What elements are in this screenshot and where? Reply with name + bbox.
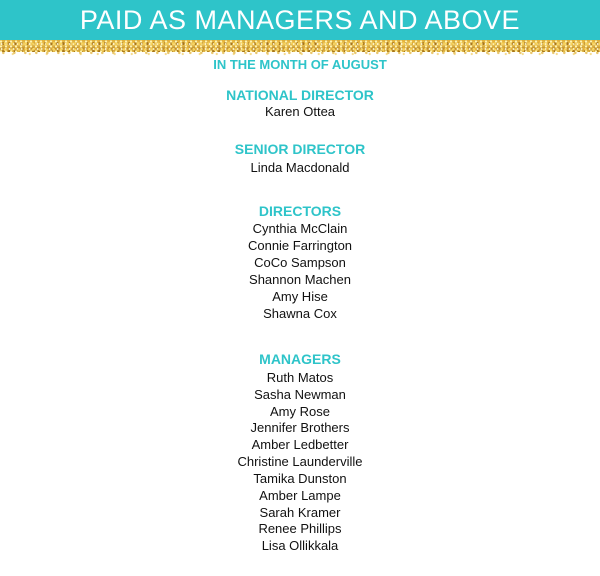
section-heading-national-director: NATIONAL DIRECTOR	[226, 87, 374, 103]
title-banner	[0, 0, 600, 40]
list-item: Sasha Newman	[254, 387, 346, 402]
list-item: Shannon Machen	[249, 272, 351, 287]
section-heading-senior-director: SENIOR DIRECTOR	[234, 141, 366, 157]
list-item: Karen Ottea	[264, 104, 336, 119]
list-item: Jennifer Brothers	[250, 420, 350, 435]
list-item: Amy Hise	[272, 289, 328, 304]
list-item: Amber Lampe	[259, 488, 341, 503]
list-item: Connie Farrington	[247, 238, 353, 253]
gold-glitter-border	[0, 40, 600, 52]
page-title: PAID AS MANAGERS AND ABOVE	[79, 4, 521, 35]
list-item: Amy Rose	[270, 404, 330, 419]
list-item: Linda Macdonald	[250, 160, 350, 175]
list-item: Sarah Kramer	[259, 505, 341, 520]
list-item: Amber Ledbetter	[251, 437, 349, 452]
list-item: Lisa Ollikkala	[261, 538, 339, 553]
list-item: Tamika Dunston	[253, 471, 347, 486]
list-item: Shawna Cox	[263, 306, 337, 321]
section-heading-managers: MANAGERS	[259, 351, 341, 367]
month-subtitle: IN THE MONTH OF AUGUST	[213, 57, 387, 72]
list-item: Ruth Matos	[266, 370, 334, 385]
gold-glitter-edge	[0, 52, 600, 56]
list-item: Cynthia McClain	[252, 221, 348, 236]
list-item: Renee Phillips	[258, 521, 342, 536]
list-item: CoCo Sampson	[254, 255, 346, 270]
list-item: Christine Launderville	[237, 454, 363, 469]
section-heading-directors: DIRECTORS	[258, 203, 342, 219]
